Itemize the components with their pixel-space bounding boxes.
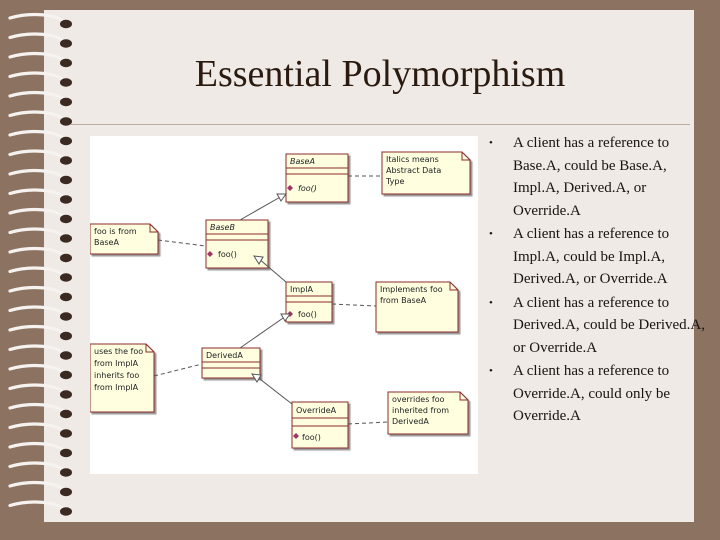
class-deriveda-name: DerivedA — [206, 351, 243, 360]
spiral-loop — [10, 229, 64, 236]
spiral-loop — [10, 385, 64, 392]
spiral-loop — [10, 54, 64, 61]
binding-hole — [60, 254, 72, 262]
binding-hole — [60, 293, 72, 301]
bullet-dot: • — [489, 296, 493, 309]
binding-hole — [60, 78, 72, 86]
spiral-loop — [10, 151, 64, 158]
note-overrides-line-3: DerivedA — [392, 417, 429, 426]
binding-hole — [60, 371, 72, 379]
binding-hole — [60, 468, 72, 476]
binding-hole — [60, 59, 72, 67]
note-foo-from-line-1: foo is from — [94, 227, 137, 236]
bullet-item — [484, 292, 714, 360]
binding-hole — [60, 390, 72, 398]
spiral-loop — [10, 463, 64, 470]
uml-diagram — [90, 136, 478, 474]
note-foo-from-line-2: BaseA — [94, 238, 119, 247]
note-overrides-line-2: inherited from — [392, 406, 450, 415]
binding-hole — [60, 137, 72, 145]
note-implements-line-2: from BaseA — [380, 296, 427, 305]
binding-hole — [60, 215, 72, 223]
slide-title: Essential Polymorphism — [194, 53, 566, 95]
spiral-loop — [10, 268, 64, 275]
binding-hole — [60, 429, 72, 437]
note-uses-line-3: inherits foo — [94, 371, 140, 380]
class-impla-op: foo() — [298, 310, 317, 319]
note-connectors — [154, 176, 388, 424]
bullet-item — [484, 132, 714, 222]
spiral-loop — [10, 502, 64, 509]
binding-hole — [60, 410, 72, 418]
binding-hole — [60, 312, 72, 320]
binding-hole — [60, 20, 72, 28]
binding-hole — [60, 39, 72, 47]
bullet-text: A client has a reference to Base.A, could be Base.A, Impl.A, Derived.A, or Override.A — [513, 135, 670, 219]
bullet-text: A client has a reference to Impl.A, could be Impl.A, Derived.A, or Override.A — [513, 226, 670, 287]
class-overridea-op: foo() — [302, 433, 321, 442]
note-foo-from — [90, 224, 158, 254]
spiral-loop — [10, 190, 64, 197]
note-italics-line-3: Type — [386, 177, 405, 186]
note-overrides — [388, 392, 468, 434]
bullet-text: A client has a reference to Override.A, could only be Override.A — [513, 363, 671, 424]
class-baseb-name: BaseB — [210, 223, 235, 232]
note-overrides-line-1: overrides foo — [392, 395, 445, 404]
bullet-item — [484, 223, 714, 291]
spiral-loop — [10, 444, 64, 451]
class-overridea — [292, 402, 348, 448]
note-uses-line-1: uses the foo — [94, 347, 144, 356]
binding-hole — [60, 351, 72, 359]
spiral-loop — [10, 366, 64, 373]
class-impla-name: ImplA — [290, 285, 313, 294]
spiral-loop — [10, 288, 64, 295]
note-uses-line-4: from ImplA — [94, 383, 139, 392]
bullet-dot: • — [489, 365, 493, 377]
note-uses-line-2: from ImplA — [94, 359, 139, 368]
spiral-loop — [10, 210, 64, 217]
spiral-loop — [10, 34, 64, 41]
spiral-loop — [10, 93, 64, 100]
spiral-loop — [10, 73, 64, 80]
spiral-loop — [10, 171, 64, 178]
bullet-text: A client has a reference to Derived.A, could be Derived.A, or Override.A — [513, 294, 706, 356]
class-impla — [286, 282, 332, 322]
binding-hole — [60, 507, 72, 515]
spiral-loop — [10, 483, 64, 490]
binding-hole — [60, 332, 72, 340]
binding-hole — [60, 98, 72, 106]
binding-hole — [60, 156, 72, 164]
spiral-loop — [10, 327, 64, 334]
bullet-item — [484, 360, 714, 428]
binding-hole — [60, 449, 72, 457]
note-implements — [376, 282, 458, 332]
note-uses — [90, 344, 154, 412]
bullet-dot: • — [489, 137, 493, 149]
bullet-list — [484, 132, 714, 429]
binding-hole — [60, 273, 72, 281]
note-italics-line-2: Abstract Data — [386, 166, 442, 175]
class-basea-name: BaseA — [290, 157, 315, 166]
binding-hole — [60, 234, 72, 242]
spiral-loop — [10, 132, 64, 139]
class-overridea-name: OverrideA — [296, 406, 337, 415]
note-italics-line-1: Italics means — [386, 155, 439, 164]
bullet-dot: • — [489, 228, 493, 240]
binding-hole — [60, 176, 72, 184]
spiral-loop — [10, 346, 64, 353]
spiral-loop — [10, 307, 64, 314]
spiral-binding — [0, 0, 80, 540]
spiral-loop — [10, 405, 64, 412]
note-italics — [382, 152, 470, 194]
note-implements-line-1: Implements foo — [380, 285, 443, 294]
binding-hole — [60, 195, 72, 203]
spiral-loop — [10, 15, 64, 22]
binding-hole — [60, 488, 72, 496]
class-basea — [286, 154, 348, 202]
spiral-loop — [10, 112, 64, 119]
spiral-loop — [10, 424, 64, 431]
class-basea-op: foo() — [298, 184, 317, 193]
class-baseb-op: foo() — [218, 250, 237, 259]
title-divider — [70, 124, 690, 125]
spiral-loop — [10, 249, 64, 256]
